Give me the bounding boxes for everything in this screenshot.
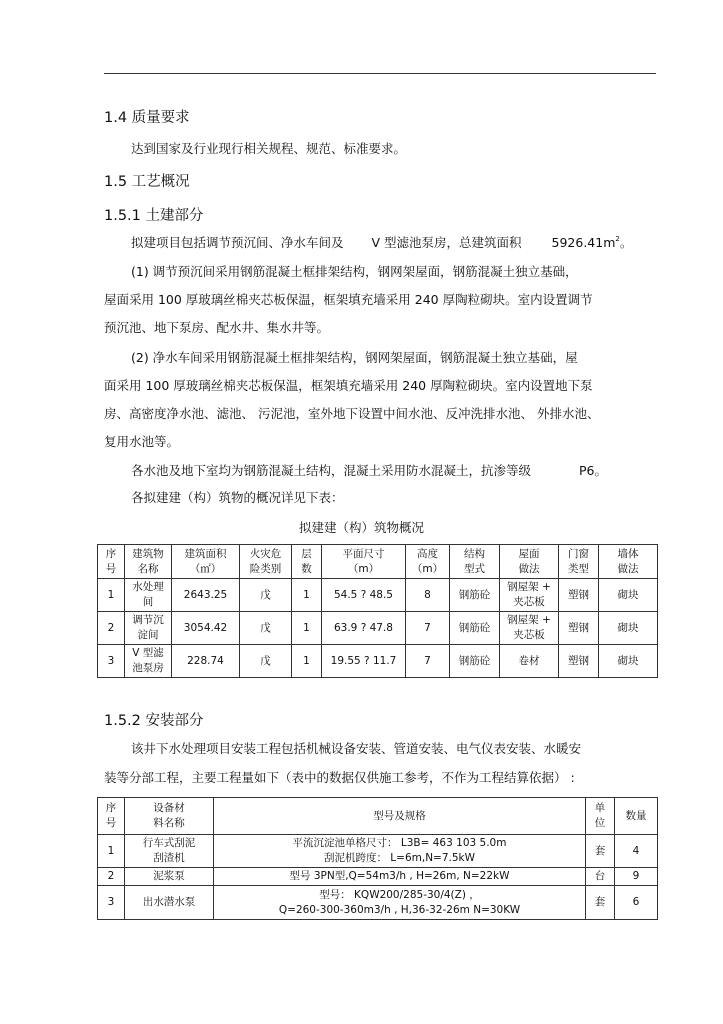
cell-line: 钢筋砼: [458, 621, 491, 634]
table-cell: [172, 579, 240, 612]
cell-line: 设备材: [153, 802, 185, 814]
table-cell: [322, 645, 406, 678]
cell-line: 淀间: [137, 629, 159, 641]
cell-line: 名称: [137, 562, 159, 575]
cell-line: 3: [107, 896, 115, 908]
table-row: [98, 868, 658, 886]
cell-line: 台: [594, 870, 606, 882]
cell-line: （m）: [411, 562, 444, 575]
para-quality: 达到国家及行业现行相关规程、规范、标准要求。: [131, 141, 407, 156]
cell-line: 墙体: [617, 547, 639, 560]
heading-1-5-1: 1.5.1 土建部分: [104, 208, 204, 224]
para-intro: [131, 235, 632, 251]
cell-line: 位: [594, 817, 606, 829]
table-cell: [98, 835, 125, 868]
cell-line: 1: [107, 588, 115, 601]
table-header-cell: [586, 798, 615, 835]
cell-line: 结构: [464, 547, 485, 560]
table-row: [98, 579, 658, 612]
para-p2-line-2: 面采用 100 厚玻璃丝棉夹芯板保温，框架填充墙采用 240 厚陶粒砌块。室内设置地下泵: [104, 378, 593, 393]
table1-caption: 拟建建（构）筑物概况: [298, 520, 424, 535]
para-p1-line-1: (1) 调节预沉间采用钢筋混凝土框排架结构，钢网架屋面，钢筋混凝土独立基础，: [131, 264, 578, 279]
table-cell: [406, 612, 450, 645]
cell-line: 塑钢: [568, 621, 589, 634]
table-cell: [214, 835, 586, 868]
table-cell: [599, 612, 658, 645]
cell-line: 建筑面积: [184, 547, 227, 560]
cell-line: 夹芯板: [513, 596, 545, 608]
cell-line: 火灾危: [249, 547, 282, 560]
cell-line: 做法: [617, 562, 639, 575]
heading-1-4: 1.4 质量要求: [104, 110, 190, 126]
cell-line: 2643.25: [183, 588, 228, 601]
cell-line: 料名称: [153, 817, 185, 829]
cell-line: 7: [424, 654, 431, 667]
table-header-cell: [322, 545, 406, 579]
table-cell: [586, 835, 615, 868]
cell-line: 池泵房: [132, 662, 164, 674]
para-p3-a: 各水池及地下室均为钢筋混凝土结构，混凝土采用防水混凝土，抗渗等级: [131, 463, 532, 478]
para-p3: [131, 463, 607, 479]
para-p1-line-3: 预沉池、地下泵房、配水井、集水井等。: [104, 320, 330, 335]
table-header-cell: [125, 798, 214, 835]
cell-line: 水处理: [132, 581, 164, 593]
table-header-cell: [500, 545, 559, 579]
cell-line: （㎡）: [189, 562, 222, 575]
table-cell: [586, 886, 615, 920]
cell-line: 钢屋架 +: [507, 614, 551, 626]
table-cell: [599, 645, 658, 678]
cell-line: 钢筋砼: [458, 654, 491, 667]
para-p2-line-3: 房、高密度净水池、滤池、 污泥池，室外地下设置中间水池、反冲洗排水池、 外排水池、: [104, 406, 600, 421]
cell-line: 类型: [568, 562, 589, 575]
cell-line: 高度: [417, 547, 438, 560]
cell-line: 单: [594, 802, 606, 814]
cell-line: 砌块: [617, 621, 639, 634]
cell-line: 2: [107, 621, 115, 634]
cell-line: Q=260-300-360m3/h , H,36-32-26m N=30KW: [278, 903, 521, 916]
table-header-cell: [450, 545, 500, 579]
table-cell: [292, 645, 322, 678]
table-cell: [125, 579, 172, 612]
para-p2-line-1: (2) 净水车间采用钢筋混凝土框排架结构，钢网架屋面，钢筋混凝土独立基础，屋: [131, 350, 578, 365]
table-cell: [615, 868, 658, 886]
cell-line: 钢屋架 +: [507, 581, 551, 593]
cell-line: 1: [303, 621, 310, 634]
heading-1-5: 1.5 工艺概况: [104, 174, 190, 190]
table-cell: [406, 579, 450, 612]
cell-line: （m）: [347, 562, 380, 575]
table-cell: [450, 612, 500, 645]
table-cell: [214, 886, 586, 920]
table-cell: [240, 645, 292, 678]
intro-part-b: V 型滤池泵房，总建筑面积: [371, 235, 522, 250]
table-cell: [98, 868, 125, 886]
table-header-row: [98, 545, 658, 579]
table-cell: [125, 612, 172, 645]
table-header-cell: [125, 545, 172, 579]
table-cell: [559, 645, 599, 678]
cell-line: 砌块: [617, 654, 639, 667]
table-cell: [615, 886, 658, 920]
table-cell: [240, 612, 292, 645]
table-cell: [406, 645, 450, 678]
cell-line: 戊: [260, 621, 271, 634]
table-cell: [450, 645, 500, 678]
cell-line: 序: [105, 547, 117, 560]
cell-line: 套: [594, 896, 606, 908]
cell-line: 套: [594, 844, 606, 857]
cell-line: 9: [632, 870, 640, 882]
cell-line: 1: [303, 654, 310, 667]
cell-line: 7: [424, 621, 431, 634]
table-cell: [125, 835, 214, 868]
cell-line: 3054.42: [183, 621, 228, 634]
table-cell: [125, 868, 214, 886]
building-table: [97, 544, 658, 678]
cell-line: 63.9 ? 47.8: [333, 621, 393, 634]
table-cell: [292, 579, 322, 612]
table-cell: [214, 868, 586, 886]
cell-line: 2: [107, 870, 115, 882]
cell-line: 层: [301, 547, 312, 560]
cell-line: 54.5 ? 48.5: [333, 588, 393, 601]
table-header-cell: [98, 545, 125, 579]
cell-line: 间: [142, 596, 154, 608]
cell-line: 戊: [260, 588, 271, 601]
heading-1-5-2: 1.5.2 安装部分: [104, 713, 204, 729]
table-row: [98, 886, 658, 920]
cell-line: 号: [105, 817, 117, 829]
table-cell: [98, 886, 125, 920]
cell-line: 砌块: [617, 588, 639, 601]
cell-line: 平面尺寸: [342, 547, 385, 560]
cell-line: 228.74: [187, 654, 224, 667]
table-header-cell: [240, 545, 292, 579]
table-cell: [559, 579, 599, 612]
intro-part-a: 拟建项目包括调节预沉间、净水车间及: [131, 235, 344, 250]
cell-line: 6: [632, 896, 640, 908]
cell-line: 号: [105, 562, 117, 575]
cell-line: 塑钢: [568, 588, 589, 601]
intro-end: 。: [619, 235, 633, 250]
cell-line: 型号及规格: [373, 809, 426, 822]
cell-line: 19.55 ? 11.7: [330, 654, 397, 667]
table-header-cell: [214, 798, 586, 835]
para-install-line-2: 装等分部工程，主要工程量如下（表中的数据仅供施工参考，不作为工程结算依据） :: [104, 770, 575, 785]
table-cell: [98, 612, 125, 645]
table-header-cell: [615, 798, 658, 835]
table-row: [98, 835, 658, 868]
table-cell: [125, 645, 172, 678]
cell-line: 数量: [625, 809, 647, 822]
cell-line: 型式: [464, 562, 485, 575]
para-p2-line-4: 复用水池等。: [104, 434, 180, 449]
cell-line: V 型滤: [132, 647, 164, 659]
table-cell: [500, 612, 559, 645]
cell-line: 钢筋砼: [458, 588, 491, 601]
cell-line: 1: [107, 844, 115, 857]
cell-line: 出水潜水泵: [142, 896, 196, 908]
table-header-cell: [559, 545, 599, 579]
cell-line: 刮泥机跨度： L=6m,N=7.5kW: [323, 852, 476, 864]
cell-line: 屋面: [518, 547, 540, 560]
equipment-table-body: [98, 798, 658, 920]
cell-line: 数: [301, 562, 312, 575]
cell-line: 型号： KQW200/285-30/4(Z) ，: [319, 888, 480, 901]
cell-line: 1: [303, 588, 310, 601]
table-cell: [322, 612, 406, 645]
cell-line: 刮渣机: [153, 852, 185, 864]
intro-area-sup: 2: [615, 235, 620, 243]
table-cell: [450, 579, 500, 612]
cell-line: 序: [105, 802, 117, 814]
equipment-table: [97, 797, 658, 920]
table-cell: [98, 579, 125, 612]
table-header-row: [98, 798, 658, 835]
table-cell: [500, 579, 559, 612]
cell-line: 行车式刮泥: [142, 837, 196, 849]
para-install-line-1: 该井下水处理项目安装工程包括机械设备安装、管道安装、电气仪表安装、水暖安: [131, 741, 582, 756]
table-cell: [125, 886, 214, 920]
para-p3-b: P6。: [579, 463, 607, 478]
cell-line: 泥浆泵: [153, 870, 185, 882]
intro-area: 5926.41m: [551, 235, 616, 250]
table-row: [98, 645, 658, 678]
table-cell: [98, 645, 125, 678]
building-table-body: [98, 545, 658, 678]
para-p4: 各拟建建（构）筑物的概况详见下表：: [131, 490, 344, 505]
cell-line: 8: [424, 588, 431, 601]
cell-line: 做法: [518, 562, 540, 575]
table-cell: [586, 868, 615, 886]
cell-line: 3: [107, 654, 115, 667]
para-p1-line-2: 屋面采用 100 厚玻璃丝棉夹芯板保温，框架填充墙采用 240 厚陶粒砌块。室内设置调节: [104, 292, 593, 307]
cell-line: 建筑物: [132, 547, 164, 560]
table-cell: [559, 612, 599, 645]
cell-line: 夹芯板: [513, 629, 545, 641]
table-header-cell: [406, 545, 450, 579]
table-row: [98, 612, 658, 645]
cell-line: 塑钢: [568, 654, 589, 667]
cell-line: 戊: [260, 654, 271, 667]
table-cell: [615, 835, 658, 868]
table-header-cell: [172, 545, 240, 579]
cell-line: 平流沉淀池单格尺寸： L3B= 463 103 5.0m: [292, 837, 507, 849]
cell-line: 4: [632, 844, 640, 857]
header-rule: [104, 73, 656, 74]
table-cell: [172, 645, 240, 678]
cell-line: 调节沉: [132, 614, 164, 626]
table-cell: [172, 612, 240, 645]
cell-line: 门窗: [568, 547, 589, 560]
table-header-cell: [599, 545, 658, 579]
table-cell: [292, 612, 322, 645]
cell-line: 型号 3PN型,Q=54m3/h , H=26m, N=22kW: [289, 870, 510, 882]
table-cell: [500, 645, 559, 678]
table-cell: [240, 579, 292, 612]
table-cell: [599, 579, 658, 612]
cell-line: 险类别: [249, 562, 282, 575]
cell-line: 卷材: [518, 654, 540, 667]
table-cell: [322, 579, 406, 612]
table-header-cell: [98, 798, 125, 835]
table-header-cell: [292, 545, 322, 579]
